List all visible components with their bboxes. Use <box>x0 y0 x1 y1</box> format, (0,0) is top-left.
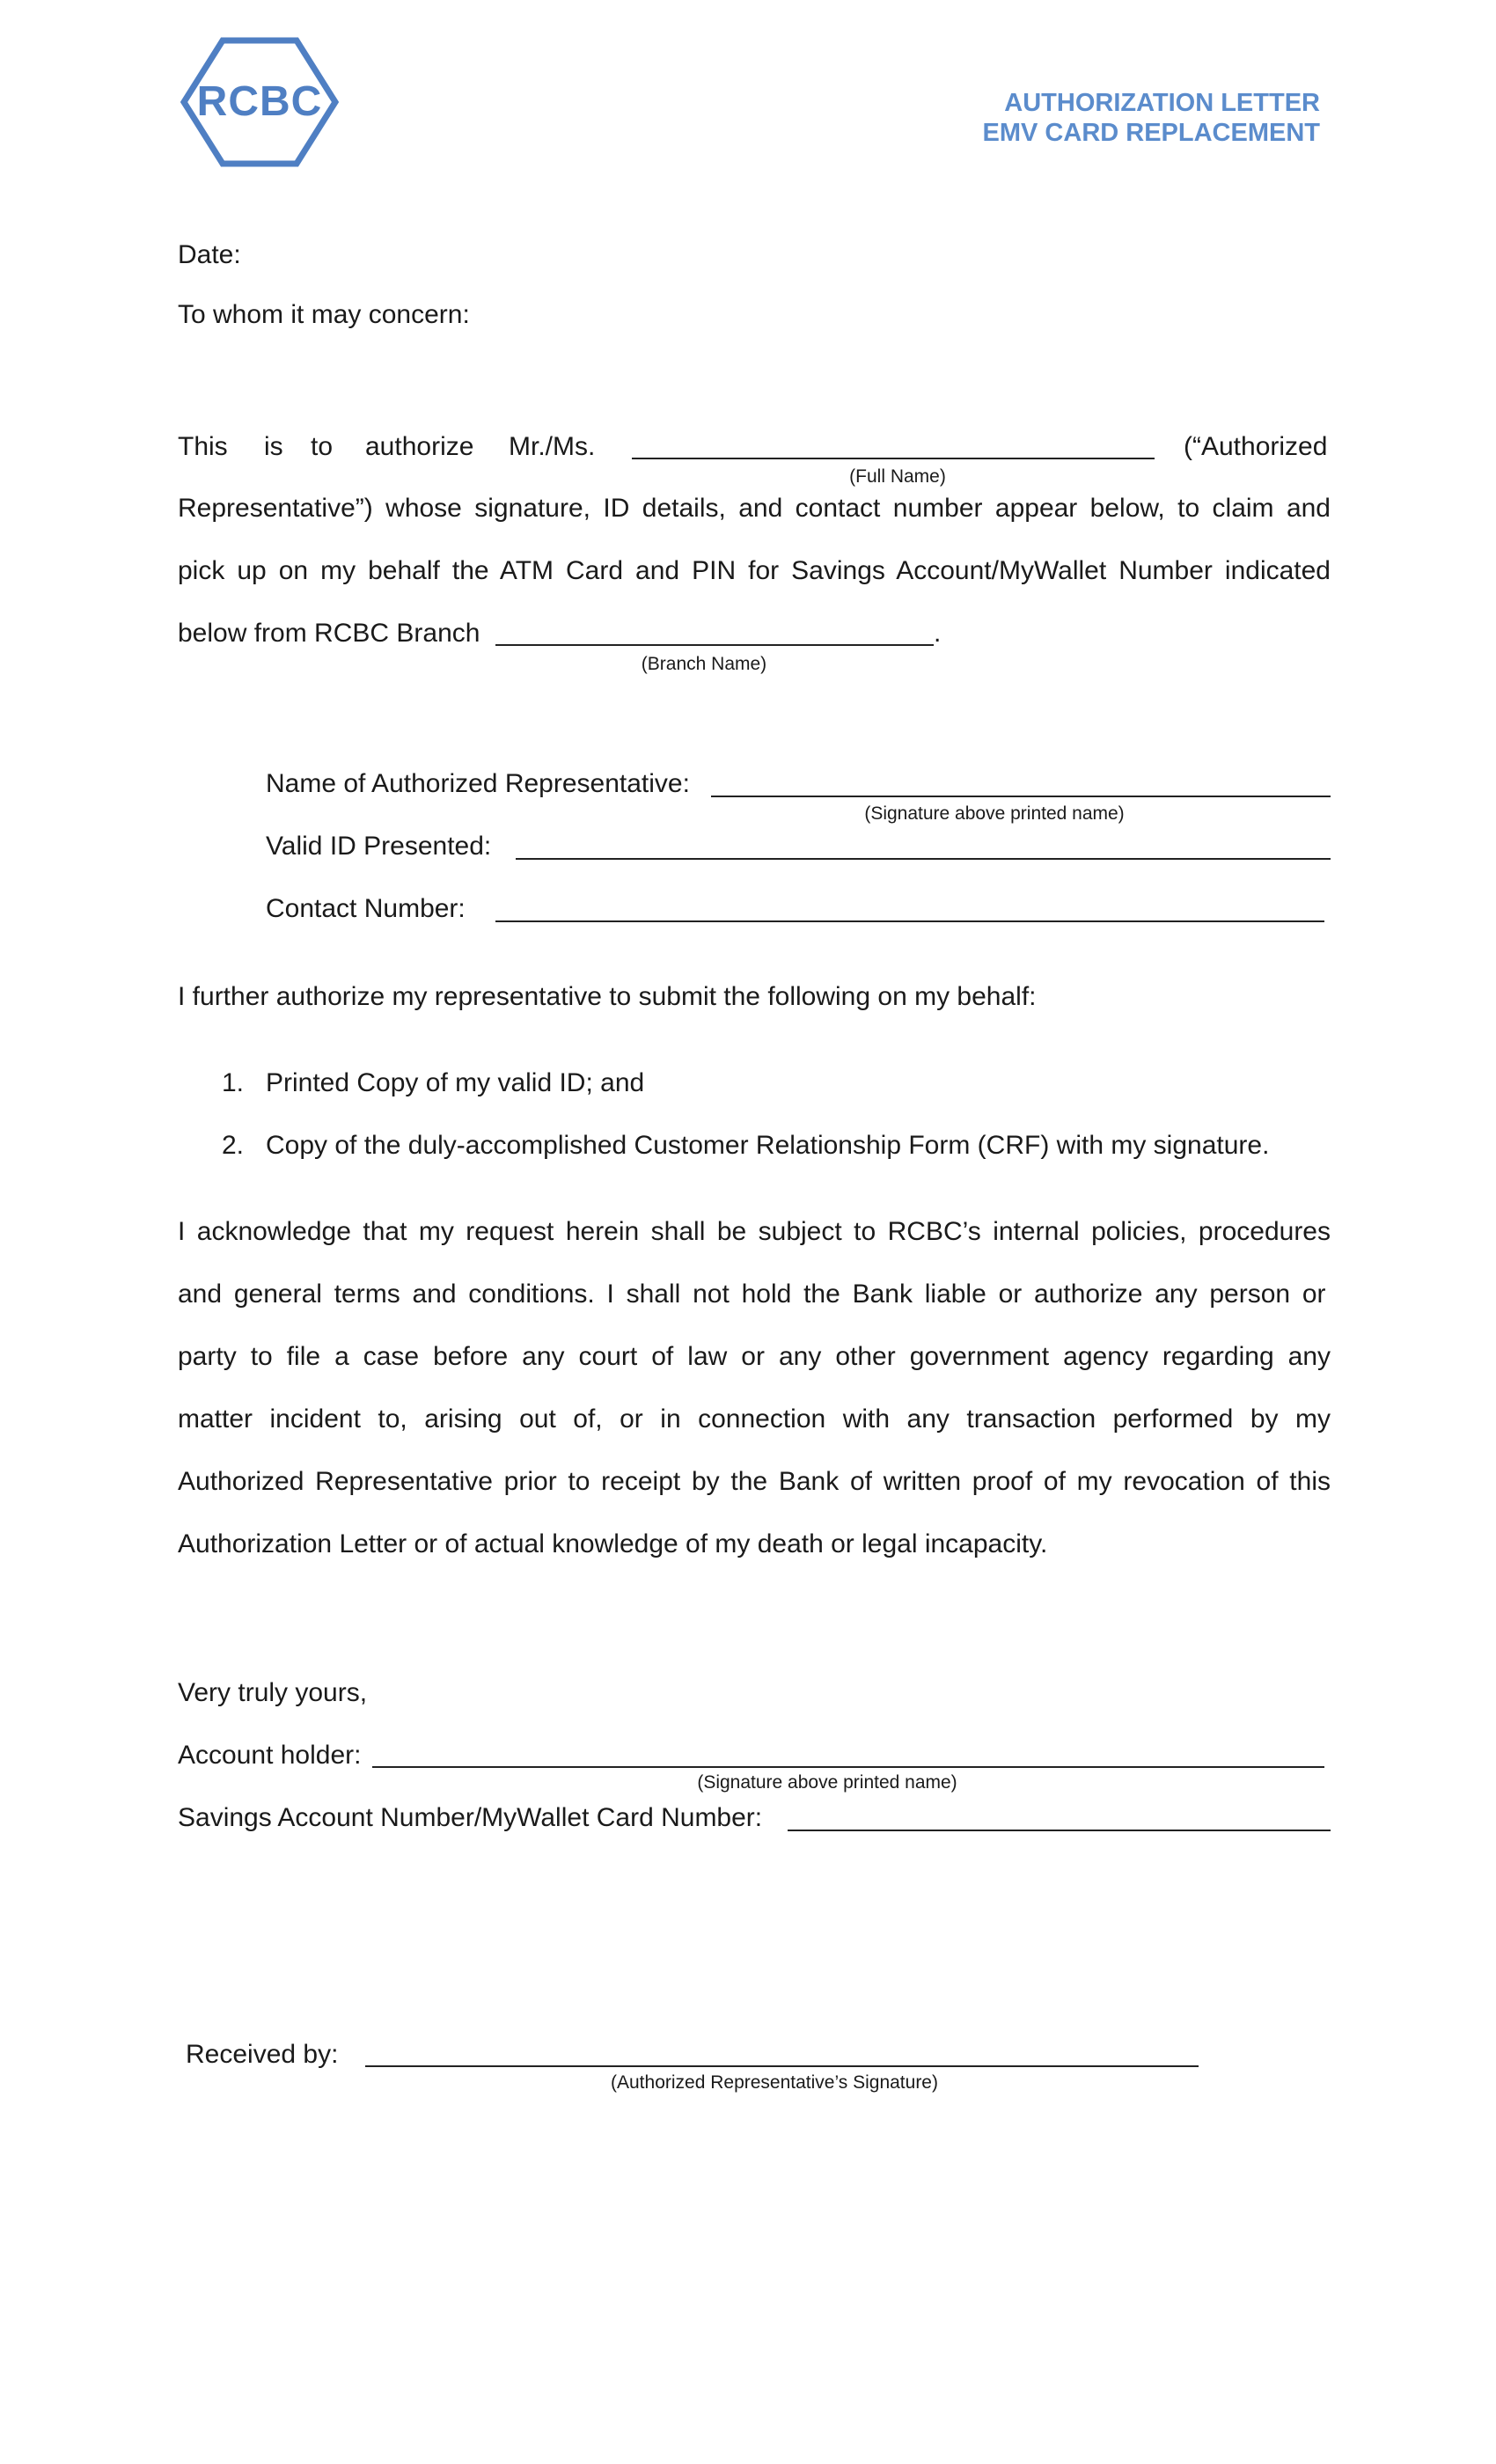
received-by-field[interactable] <box>365 2065 1199 2067</box>
para1-line4-end: . <box>934 619 942 648</box>
contact-number-field[interactable] <box>495 920 1324 922</box>
branch-name-field[interactable] <box>495 644 934 646</box>
para1-word-5: Mr./Ms. <box>509 432 596 461</box>
valid-id-label: Valid ID Presented: <box>266 832 492 861</box>
salutation: To whom it may concern: <box>178 300 470 329</box>
para1-word-2: is <box>264 432 283 461</box>
ack-line-6: Authorization Letter or of actual knowledge of my death or legal incapacity. <box>178 1529 1048 1558</box>
rep-name-label: Name of Authorized Representative: <box>266 769 690 798</box>
para1-word-1: This <box>178 432 228 461</box>
para1-word-3: to <box>311 432 334 461</box>
account-holder-field[interactable] <box>372 1766 1324 1768</box>
document-subtitle: EMV CARD REPLACEMENT <box>982 119 1320 147</box>
ack-line-1: I acknowledge that my request herein shall be subject to RCBC’s internal policies, procedures <box>178 1217 1331 1246</box>
logo-wordmark: RCBC <box>196 78 323 125</box>
account-holder-label: Account holder: <box>178 1741 362 1770</box>
para1-word-4: authorize <box>365 432 474 461</box>
rcbc-logo <box>180 37 339 167</box>
contact-number-label: Contact Number: <box>266 894 466 923</box>
closing: Very truly yours, <box>178 1678 368 1707</box>
full-name-field[interactable] <box>632 458 1155 459</box>
list-number-1: 1. <box>222 1068 245 1097</box>
account-number-field[interactable] <box>788 1830 1331 1831</box>
account-number-label: Savings Account Number/MyWallet Card Number: <box>178 1803 763 1832</box>
list-item-2: Copy of the duly-accomplished Customer Relationship Form (CRF) with my signature. <box>266 1131 1270 1160</box>
branch-name-caption: (Branch Name) <box>641 654 767 674</box>
full-name-caption: (Full Name) <box>849 466 946 487</box>
date-label: Date: <box>178 240 241 269</box>
valid-id-field[interactable] <box>516 858 1331 860</box>
para1-line1-end: (“Authorized <box>1184 432 1328 461</box>
ack-line-2: and general terms and conditions. I shall not hold the Bank liable or authorize any person or <box>178 1280 1326 1309</box>
list-number-2: 2. <box>222 1131 245 1160</box>
received-by-label: Received by: <box>186 2040 339 2069</box>
para1-line4: below from RCBC Branch <box>178 619 480 648</box>
ack-line-3: party to file a case before any court of law or any other government agency regarding any <box>178 1342 1331 1371</box>
para1-line2: Representative”) whose signature, ID details, and contact number appear below, to claim and <box>178 494 1331 523</box>
list-item-1: Printed Copy of my valid ID; and <box>266 1068 645 1097</box>
account-holder-caption: (Signature above printed name) <box>697 1772 957 1793</box>
rep-name-field[interactable] <box>711 796 1331 797</box>
document-title: AUTHORIZATION LETTER <box>1004 89 1320 117</box>
ack-line-5: Authorized Representative prior to receipt by the Bank of written proof of my revocation of this <box>178 1467 1331 1496</box>
para1-line3: pick up on my behalf the ATM Card and PIN for Savings Account/MyWallet Number indicated <box>178 556 1331 585</box>
received-by-caption: (Authorized Representative’s Signature) <box>611 2072 938 2093</box>
rep-signature-caption: (Signature above printed name) <box>864 803 1125 824</box>
ack-line-4: matter incident to, arising out of, or in connection with any transaction performed by my <box>178 1404 1331 1434</box>
further-authorization: I further authorize my representative to submit the following on my behalf: <box>178 982 1037 1011</box>
